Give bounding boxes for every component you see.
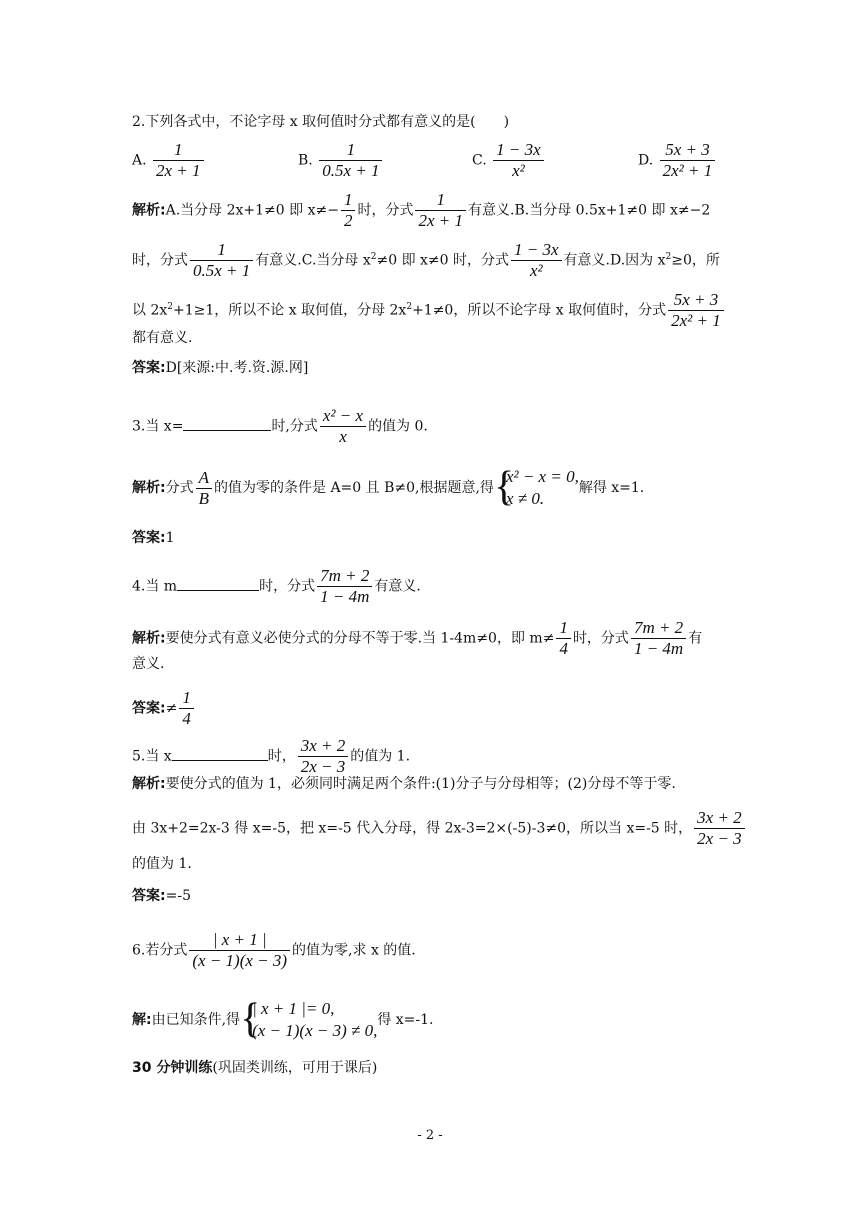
fraction: $\frac{1}{2x + 1}$ — [153, 140, 204, 181]
q2-analysis-line4: 都有意义. — [132, 330, 193, 346]
q2-option-c: C. $\frac{1 - 3x}{\text{x²}}$ — [472, 140, 546, 181]
q5-analysis-line1: 解析:要使分式的值为 1，必须同时满足两个条件:(1)分子与分母相等；(2)分母不等于零. — [132, 776, 676, 792]
q4-stem: 4.当 m 时，分式 $\frac{7m + 2}{1 - 4m}$ 有意义. — [132, 566, 421, 606]
q2-option-b: B. $\frac{1}{0.5x + 1}$ — [298, 140, 384, 181]
q3-answer: 答案:1 — [132, 530, 175, 546]
q2-stem: 2.下列各式中，不论字母 x 取何值时分式都有意义的是( ) — [132, 114, 510, 130]
q2-option-a: A. $\frac{1}{2x + 1}$ — [132, 140, 206, 181]
q3-stem: 3.当 x= 时,分式 $\frac{\text{x² − x}}{x}$ 的值为 0. — [132, 406, 428, 446]
q4-answer: 答案:≠ $\frac{1}{4}$ — [132, 688, 196, 729]
equation-system: { | x + 1 |= 0, (x − 1)(x − 3) ≠ 0, — [240, 996, 378, 1042]
q2-analysis-line2: 时，分式 $\frac{1}{0.5x + 1}$ 有意义.C.当分母 $x^2\ne 0$ 即 x≠0 时，分式 $\frac{1 - 3x}{\text{x²}}$ 有意义.D.因为 $x^2\ge 0$，所 — [132, 240, 720, 280]
q2-analysis-line3: 以 $2x^2+1\ge 1$，所以不论 x 取何值，分母 $2x^2+1\ne 0$，所以不论字母 x 取何值时，分式 $\frac{5x + 3}{\text{2x² + 1}}$ — [132, 290, 726, 331]
q4-analysis-line2: 意义. — [132, 656, 165, 672]
section-heading: 30 分钟训练(巩固类训练，可用于课后) — [132, 1060, 378, 1076]
fraction: $\frac{1}{0.5x + 1}$ — [319, 140, 382, 181]
fraction: $\frac{5x + 3}{\text{2x² + 1}}$ — [660, 140, 716, 181]
q3-analysis: 解析:分式 $\frac{A}{B}$ 的值为零的条件是 A=0 且 B≠0,根据题意,得 { x² − x = 0, x ≠ 0. 解得 x=1. — [132, 464, 645, 510]
q5-analysis-line2: 由 3x+2=2x-3 得 x=-5，把 x=-5 代入分母，得 2x-3=2×(-5)-3≠0，所以当 x=-5 时， $\frac{3x + 2}{2x - 3}$ — [132, 808, 747, 849]
q2-option-d: D. $\frac{5x + 3}{\text{2x² + 1}}$ — [638, 140, 717, 181]
q5-answer: 答案:=-5 — [132, 888, 191, 904]
q6-stem: 6.若分式 $\frac{| x + 1 |}{(x - 1)(x - 3)}$ 的值为零,求 x 的值. — [132, 930, 416, 970]
page-number: - 2 - — [417, 1128, 443, 1143]
fraction: $\frac{1 - 3x}{\text{x²}}$ — [493, 140, 544, 181]
q2-analysis-line1: 解析:A.当分母 2x+1≠0 即 x≠− $\frac{1}{2}$ 时，分式 $\frac{1}{2x + 1}$ 有意义.B.当分母 0.5x+1≠0 即 x≠−2 — [132, 190, 711, 230]
q2-answer: 答案:D[来源:中.考.资.源.网] — [132, 360, 309, 376]
q6-solution: 解:由已知条件,得 { | x + 1 |= 0, (x − 1)(x − 3) ≠ 0, 得 x=-1. — [132, 996, 434, 1042]
q5-stem: 5.当 x 时， $\frac{3x + 2}{2x - 3}$ 的值为 1. — [132, 736, 411, 776]
equation-system: { x² − x = 0, x ≠ 0. — [493, 464, 579, 510]
q5-analysis-line3: 的值为 1. — [132, 856, 192, 872]
q4-analysis-line1: 解析:要使分式有意义必使分式的分母不等于零.当 1-4m≠0，即 m≠ $\frac{1}{4}$ 时，分式 $\frac{7m + 2}{1 - 4m}$ 有 — [132, 618, 703, 658]
